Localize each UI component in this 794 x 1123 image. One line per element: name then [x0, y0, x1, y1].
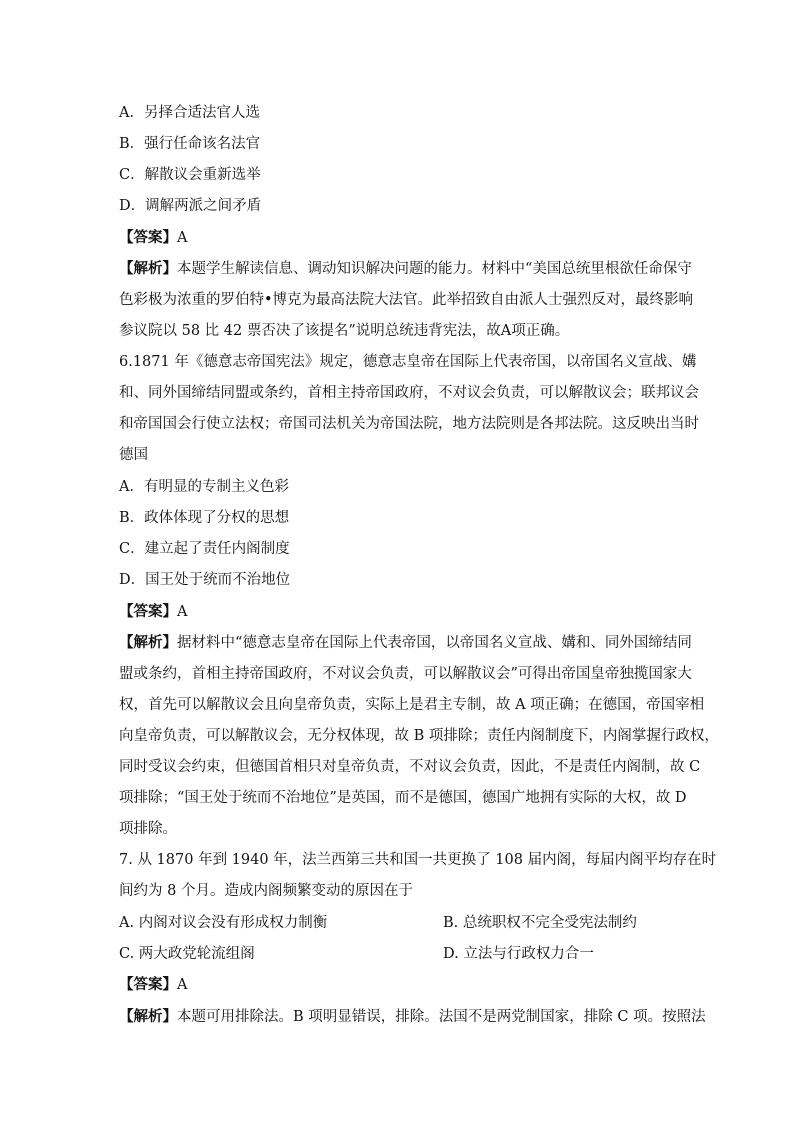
- analysis-tag: 【解析】: [119, 260, 177, 277]
- answer-tag: 【答案】: [119, 229, 177, 246]
- q6-option-d: D．国王处于统而不治地位: [119, 572, 291, 588]
- q6-stem-line: 6.1871 年《德意志帝国宪法》规定，德意志皇帝在国际上代表帝国，以帝国名义宣战、媾: [119, 354, 697, 370]
- q6-stem-line: 德国: [119, 447, 148, 463]
- answer-value: A: [177, 977, 188, 993]
- answer-value: A: [177, 230, 188, 246]
- q6-option-b: B．政体体现了分权的思想: [119, 510, 290, 526]
- q5-option-d: D．调解两派之间矛盾: [119, 198, 262, 214]
- q7-option-a: A. 内阁对议会没有形成权力制衡: [119, 915, 328, 931]
- q6-analysis-line: 项排除。: [119, 821, 177, 837]
- q6-analysis-line: 权，首先可以解散议会且向皇帝负责，实际上是君主专制，故 A 项正确；在德国，帝国宰相: [119, 697, 705, 713]
- q6-option-a: A．有明显的专制主义色彩: [119, 479, 289, 495]
- q5-option-a: A．另择合适法官人选: [119, 105, 260, 121]
- q5-option-b: B．强行任命该名法官: [119, 136, 261, 152]
- q6-answer: [119, 602, 187, 622]
- q7-answer: [119, 975, 187, 995]
- answer-value: A: [177, 604, 188, 620]
- analysis-text: 本题可用排除法。B 项明显错误，排除。法国不是两党制国家，排除 C 项。按照法: [177, 1009, 706, 1025]
- q7-analysis-line: [119, 1007, 706, 1027]
- q5-analysis-line: 色彩极为浓重的罗伯特•博克为最高法院大法官。此举招致自由派人士强烈反对，最终影响: [119, 292, 694, 308]
- q6-stem-line: 和、同外国缔结同盟或条约，首相主持帝国政府，不对议会负责，可以解散议会；联邦议会: [119, 385, 699, 401]
- analysis-tag: 【解析】: [119, 634, 177, 651]
- q7-stem-line: 间约为 8 个月。造成内阁频繁变动的原因在于: [119, 883, 413, 899]
- q5-analysis-line: 参议院以 58 比 42 票否决了该提名”说明总统违背宪法，故A项正确。: [119, 323, 570, 339]
- q5-option-c: C．解散议会重新选举: [119, 167, 261, 183]
- q6-analysis-line: [119, 633, 692, 653]
- analysis-text: 本题学生解读信息、调动知识解决问题的能力。材料中“美国总统里根欲任命保守: [177, 261, 692, 277]
- q6-analysis-line: 项排除；“国王处于统而不治地位”是英国，而不是德国，德国广地拥有实际的大权，故 D: [119, 790, 687, 806]
- q5-analysis-line: [119, 259, 692, 279]
- q6-analysis-line: 同时受议会约束，但德国首相只对皇帝负责，不对议会负责，因此，不是责任内阁制，故 C: [119, 759, 701, 775]
- answer-tag: 【答案】: [119, 976, 177, 993]
- q6-analysis-line: 向皇帝负责，可以解散议会，无分权体现，故 B 项排除；责任内阁制度下，内阁掌握行政权，: [119, 728, 719, 744]
- q7-option-d: D. 立法与行政权力合一: [443, 946, 594, 962]
- q7-option-c: C. 两大政党轮流组阁: [119, 946, 255, 962]
- q7-stem-line: 7. 从 1870 年到 1940 年，法兰西第三共和国一共更换了 108 届内阁，每届内阁平均存在时: [119, 852, 717, 868]
- q6-analysis-line: 盟或条约，首相主持帝国政府，不对议会负责，可以解散议会”可得出帝国皇帝独揽国家大: [119, 666, 692, 682]
- analysis-text: 据材料中“德意志皇帝在国际上代表帝国，以帝国名义宣战、媾和、同外国缔结同: [177, 635, 692, 651]
- analysis-tag: 【解析】: [119, 1008, 177, 1025]
- q6-option-c: C．建立起了责任内阁制度: [119, 541, 290, 557]
- q5-answer: [119, 228, 187, 248]
- answer-tag: 【答案】: [119, 603, 177, 620]
- q7-option-b: B. 总统职权不完全受宪法制约: [443, 915, 637, 931]
- q6-stem-line: 和帝国国会行使立法权；帝国司法机关为帝国法院，地方法院则是各邦法院。这反映出当时: [119, 416, 699, 432]
